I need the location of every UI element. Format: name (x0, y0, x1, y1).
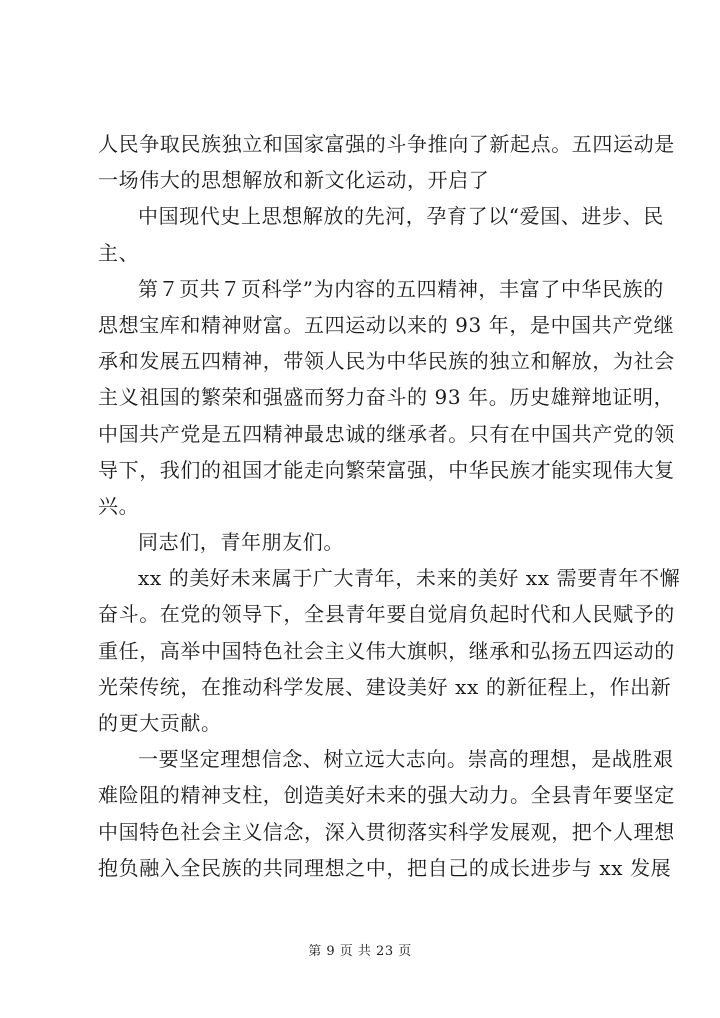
page-footer (0, 940, 720, 959)
page-number: 第 9 页 共 23 页 (308, 944, 412, 959)
text-line: 第７页共７页科学”为内容的五四精神，丰富了中华民族的 (138, 276, 664, 301)
text-line: 重任，高举中国特色社会主义伟大旗帜，继承和弘扬五四运动的 (98, 638, 675, 663)
text-line: 一要坚定理想信念、树立远大志向。崇高的理想，是战胜艰 (138, 747, 674, 772)
text-line: 中国共产党是五四精神最忠诚的继承者。只有在中国共产党的领 (98, 421, 675, 446)
text-line: 中国现代史上思想解放的先河，孕育了以“爱国、进步、民 (138, 204, 664, 229)
text-line: 人民争取民族独立和国家富强的斗争推向了新起点。五四运动是 (98, 132, 675, 156)
text-line: 思想宝库和精神财富。五四运动以来的 93 年，是中国共产党继 (98, 312, 675, 337)
text-line: 难险阻的精神支柱，创造美好未来的强大动力。全县青年要坚定 (98, 783, 675, 808)
text-line: 主、 (98, 240, 140, 265)
text-line: 中国特色社会主义信念，深入贯彻落实科学发展观，把个人理想 (98, 819, 675, 844)
body-text (98, 126, 681, 886)
text-line: 承和发展五四精神，带领人民为中华民族的独立和解放，为社会 (98, 349, 675, 374)
text-line: 光荣传统，在推动科学发展、建设美好 xx 的新征程上，作出新 (98, 674, 672, 699)
text-line: 主义祖国的繁荣和强盛而努力奋斗的 93 年。历史雄辩地证明， (98, 385, 675, 410)
text-line: 同志们，青年朋友们。 (138, 530, 344, 555)
text-line: xx 的美好未来属于广大青年，未来的美好 xx 需要青年不懈 (138, 566, 681, 591)
text-line: 抱负融入全民族的共同理想之中，把自己的成长进步与 xx 发展 (98, 855, 672, 880)
text-line: 一场伟大的思想解放和新文化运动，开启了 (98, 168, 490, 193)
text-line: 的更大贡献。 (98, 711, 222, 735)
text-line: 导下，我们的祖国才能走向繁荣富强，中华民族才能实现伟大复 (98, 457, 675, 482)
text-line: 奋斗。在党的领导下，全县青年要自觉肩负起时代和人民赋予的 (98, 602, 675, 627)
text-line: 兴。 (98, 493, 140, 518)
